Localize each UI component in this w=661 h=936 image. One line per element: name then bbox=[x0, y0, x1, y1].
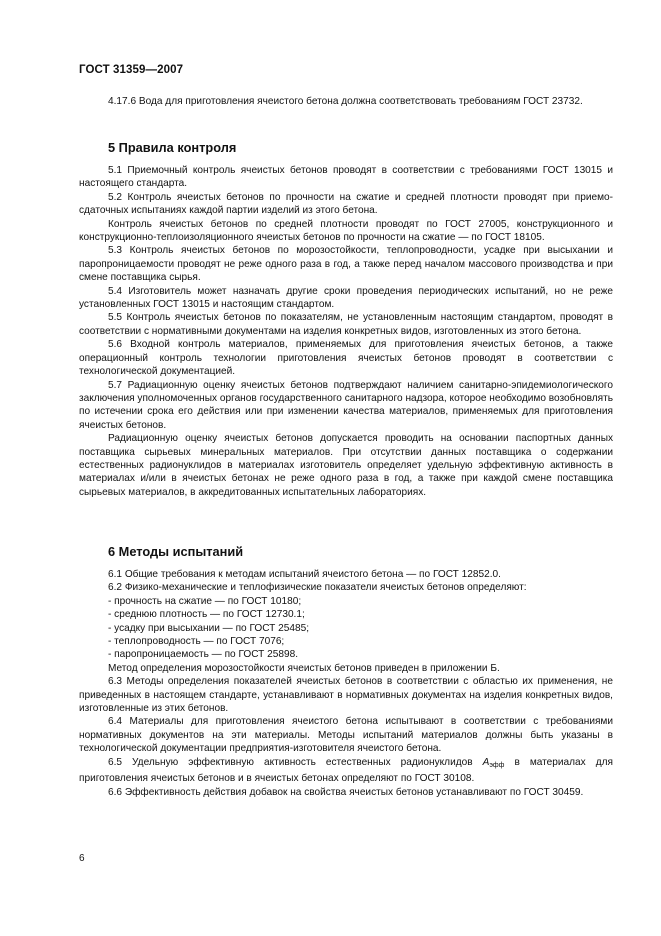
list-item: - паропроницаемость — по ГОСТ 25898. bbox=[108, 649, 299, 661]
paragraph: 5.2 Контроль ячеистых бетонов по прочности на сжатие и средней плотности проводят при приемо-сдаточных испытаниях каждой партии изделий из этого бетона. bbox=[79, 191, 613, 217]
intro-paragraph-block bbox=[79, 95, 613, 108]
paragraph: 5.5 Контроль ячеистых бетонов по показателям, не установленным настоящим стандартом, проводят в соответствии с нормативными документами на изделия конкретных видов, изготовленных из этого бетона. bbox=[79, 312, 613, 337]
list-item: - теплопроводность — по ГОСТ 7076; bbox=[108, 636, 285, 648]
section-5 bbox=[79, 140, 613, 499]
section-6-title: 6 Методы испытаний bbox=[108, 544, 244, 559]
list-item: - усадку при высыхании — по ГОСТ 25485; bbox=[108, 622, 310, 634]
page-number: 6 bbox=[79, 853, 85, 864]
frost-resistance-note: Метод определения морозостойкости ячеистых бетонов приведен в приложении Б. bbox=[108, 662, 500, 674]
paragraph: 5.4 Изготовитель может назначать другие сроки проведения периодических испытаний, но не реже установленных ГОСТ 13015 и настоящим стандартом. bbox=[79, 285, 613, 311]
paragraph-6-6: 6.6 Эффективность действия добавок на свойства ячеистых бетонов устанавливают по ГОСТ 30459. bbox=[108, 786, 584, 798]
paragraph: 5.7 Радиационную оценку ячеистых бетонов подтверждают наличием санитарно-эпидемиологического заключения уполномоченных органов государственного санитарного надзора, которое необходимо возобновлять по истечении срока его действия или при изменении качества материалов, применяемых для приготовления ячеистых бетонов. bbox=[79, 379, 613, 431]
paragraph: 5.6 Входной контроль материалов, применяемых для приготовления ячеистых бетонов, а также операционный контроль технологии приготовления ячеистых бетонов проводят в соответствии с технологической документацией. bbox=[79, 339, 613, 378]
section-6 bbox=[79, 544, 613, 799]
paragraph: 5.1 Приемочный контроль ячеистых бетонов проводят в соответствии с требованиями ГОСТ 13015 и настоящего стандарта. bbox=[79, 165, 613, 190]
paragraph: Радиационную оценку ячеистых бетонов допускается проводить на основании паспортных данных поставщика сырьевых минеральных материалов. При отсутствии данных поставщика о содержании естественных радионуклидов в материалах изготовитель определяет удельную эффективную активность в материалах и/или в ячеистых бетонах не реже одного раза в год, а также при каждой смене поставщика сырьевых материалов, в аккредитованных испытательных лабораториях. bbox=[79, 433, 613, 498]
paragraph-6-3: 6.3 Методы определения показателей ячеистых бетонов в соответствии с областью их применения, не приведенных в настоящем стандарте, устанавливают в нормативных документах на изделия конкретных видов, изготовленные из этих бетонов. bbox=[79, 676, 613, 715]
paragraph: 5.3 Контроль ячеистых бетонов по морозостойкости, теплопроводности, усадке при высыхании и паропроницаемости проводят не реже одного раза в год, а также перед началом массового производства и при смене поставщика сырья. bbox=[79, 245, 613, 284]
document-header: ГОСТ 31359—2007 bbox=[79, 64, 184, 76]
paragraph-6-1: 6.1 Общие требования к методам испытаний ячеистого бетона — по ГОСТ 12852.0. bbox=[108, 569, 501, 580]
p65-text-after: в материалах для приготовления ячеистых бетонов и в ячеистых бетонах определяют по ГОСТ 30108. bbox=[79, 756, 613, 785]
list-item: - среднюю плотность — по ГОСТ 12730.1; bbox=[108, 609, 305, 621]
paragraph: Контроль ячеистых бетонов по средней плотности проводят по ГОСТ 27005, конструкционного и конструкционно-теплоизоляционного ячеистых бетонов по прочности на сжатие — по ГОСТ 18105. bbox=[79, 218, 613, 244]
section-5-title: 5 Правила контроля bbox=[108, 140, 237, 155]
activity-symbol: А bbox=[482, 756, 490, 768]
paragraph-6-4: 6.4 Материалы для приготовления ячеистого бетона испытывают в соответствии с требованиями нормативных документов на эти материалы. Методы испытаний материалов должны быть указаны в технологической документации предприятия-изготовителя ячеистого бетона. bbox=[79, 716, 613, 755]
paragraph-6-5 bbox=[79, 756, 613, 786]
method-list bbox=[79, 595, 613, 662]
paragraph-6-2: 6.2 Физико-механические и теплофизические показатели ячеистых бетонов определяют: bbox=[108, 582, 527, 594]
activity-subscript: эфф bbox=[489, 761, 505, 769]
paragraph-4-17-6: 4.17.6 Вода для приготовления ячеистого бетона должна соответствовать требованиям ГОСТ 23732. bbox=[108, 96, 583, 107]
p65-text-before: 6.5 Удельную эффективную активность естественных радионуклидов bbox=[108, 756, 483, 768]
list-item: - прочность на сжатие — по ГОСТ 10180; bbox=[108, 595, 302, 607]
